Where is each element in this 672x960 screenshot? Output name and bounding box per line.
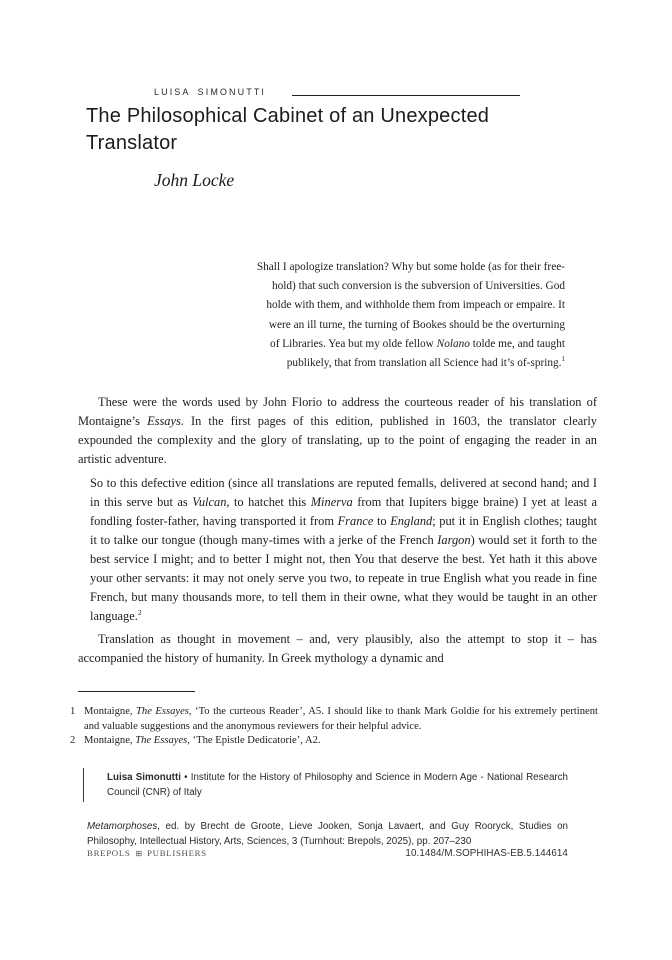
publisher-name-left: BREPOLS — [87, 848, 131, 858]
epigraph-line: were an ill turne, the turning of Bookes should be the overturning — [268, 318, 565, 331]
epigraph-line: of Libraries. Yea but my olde fellow Nolano tolde me, and taught — [270, 337, 565, 350]
paragraph-closing: Translation as thought in movement – and, very plausibly, also the attempt to stop it – has accompanied the history of humanity. In Greek mythology a dynamic and — [78, 632, 597, 665]
imprint-citation — [87, 819, 568, 849]
author-affiliation-block — [83, 768, 568, 802]
paragraph-quote: So to this defective edition (since all translations are reputed femalls, delivered at second hand; and I in this serve but as Vulcan, to hatchet this Minerva from that Iupiters bigge braine) I yet at least a fondling foster-father, having transported it from France to England; put it in English clothes; taught it to talke our tongue (though many-times with a jerke of the French Iargon) would set it forth to the best service I might; and to better I might not, then You that deserve the best. Yet hath it this above your other servants: it may not onely serve you two, to repeate in true English what you reade in fine French, but many thousands more, to tell them in their owne, what they would be taught in an other language.$^2$ — [90, 475, 598, 623]
epigraph-line: publikely, that from translation all Science had it’s of-spring.$^1$ — [286, 355, 565, 370]
affiliation-text: Luisa Simonutti • Institute for the History of Philosophy and Science in Modern Age - National Research Council (CNR) of Italy — [107, 772, 568, 798]
chapter-author-kicker: LUISA SIMONUTTI — [154, 87, 267, 97]
footnote-text: Montaigne, The Essayes, ‘The Epistle Dedicatorie’, A2. — [84, 735, 321, 747]
body-text — [78, 393, 597, 673]
epigraph-line: holde with them, and withholde them from impeach or empaire. It — [266, 299, 565, 312]
footnotes — [70, 705, 598, 749]
publisher-name — [87, 848, 207, 858]
publisher-name-right: PUBLISHERS — [147, 848, 207, 858]
footnote-number: 1 — [70, 706, 76, 717]
footnote-rule — [78, 691, 195, 692]
paragraph-intro: These were the words used by John Florio to address the courteous reader of his translation of Montaigne’s Essays. In the first pages of this edition, published in 1603, the translator clearly expounded the complexity and the glory of translating, up to the point of engaging the reader in an artistic adventure. — [78, 395, 597, 466]
footnote-text: Montaigne, The Essayes, ‘To the curteous Reader’, A5. I should like to thank Mark Goldie for his extremely pertinent and valuable suggestions and the anonymous reviewers for their helpful advice. — [84, 706, 598, 732]
footnote-row — [70, 734, 598, 749]
publisher-row — [87, 848, 568, 859]
epigraph-line: Shall I apologize translation? Why but some holde (as for their free- — [256, 261, 565, 273]
footnote-number: 2 — [70, 735, 76, 747]
chapter-title: The Philosophical Cabinet of an Unexpected Translator — [86, 105, 490, 154]
citation-text: Metamorphoses, ed. by Brecht de Groote, Lieve Jooken, Sonja Lavaert, and Guy Rooryck, Studies on Philosophy, Intellectual History, Arts, Sciences, 3 (Turnhout: Brepols, 2025), pp. 207–230 — [87, 821, 568, 848]
epigraph-line: hold) that such conversion is the subversion of Universities. God — [271, 280, 565, 293]
footnote-row — [70, 705, 598, 734]
doi-number: 10.1484/M.SOPHIHAS-EB.5.144614 — [405, 848, 568, 859]
header-rule — [292, 95, 520, 96]
chapter-subtitle: John Locke — [154, 170, 235, 190]
epigraph — [135, 258, 565, 373]
brepols-logo-icon: ⊞ — [135, 849, 143, 858]
